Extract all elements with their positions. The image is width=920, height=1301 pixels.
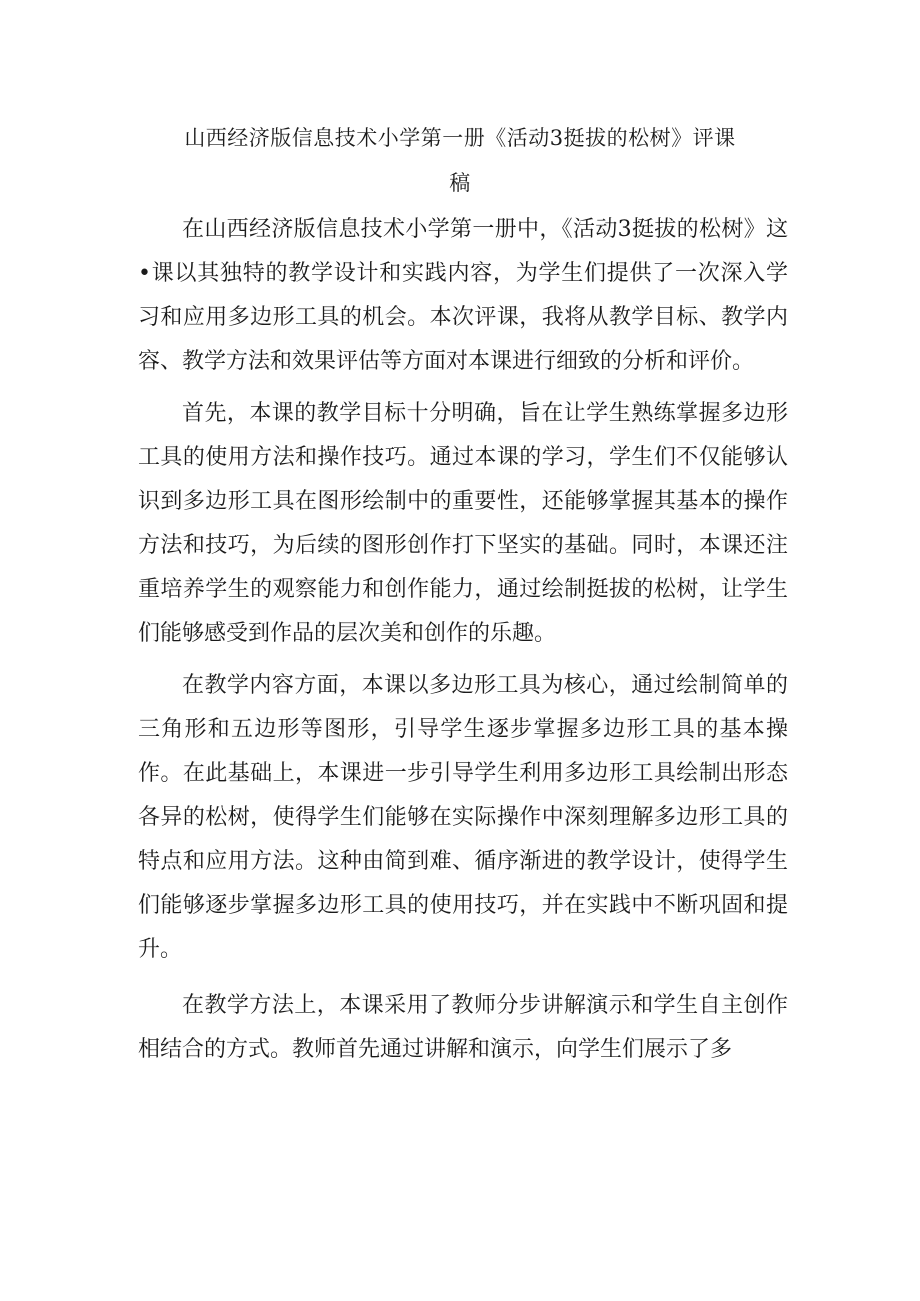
paragraph-teaching-methods: 在教学方法上，本课采用了教师分步讲解演示和学生自主创作相结合的方式。教师首先通过讲解和演示，向学生们展示了多 [138, 993, 788, 1062]
paragraph-teaching-content: 在教学内容方面，本课以多边形工具为核心，通过绘制简单的三角形和五边形等图形，引导学生逐步掌握多边形工具的基本操作。在此基础上，本课进一步引导学生利用多边形工具绘制出形态各异的松树，使得学生们能够在实际操作中深刻理解多边形工具的特点和应用方法。这种由简到难、循序渐进的教学设计，使得学生们能够逐步掌握多边形工具的使用技巧，并在实践中不断巩固和提升。 [138, 673, 788, 962]
document-body [138, 208, 788, 1072]
title-line-2: 稿 [449, 171, 471, 195]
document-title [150, 116, 770, 206]
paragraph-intro: 在山西经济版信息技术小学第一册中，《活动3挺拔的松树》这•课以其独特的教学设计和实践内容，为学生们提供了一次深入学习和应用多边形工具的机会。本次评课，我将从教学目标、教学内容、教学方法和效果评估等方面对本课进行细致的分析和评价。 [138, 217, 788, 374]
title-line-1: 山西经济版信息技术小学第一册《活动3挺拔的松树》评课 [184, 126, 736, 150]
paragraph-teaching-goals: 首先，本课的教学目标十分明确，旨在让学生熟练掌握多边形工具的使用方法和操作技巧。通过本课的学习，学生们不仅能够认识到多边形工具在图形绘制中的重要性，还能够掌握其基本的操作方法和技巧，为后续的图形创作打下坚实的基础。同时，本课还注重培养学生的观察能力和创作能力，通过绘制挺拔的松树，让学生们能够感受到作品的层次美和创作的乐趣。 [138, 401, 788, 646]
